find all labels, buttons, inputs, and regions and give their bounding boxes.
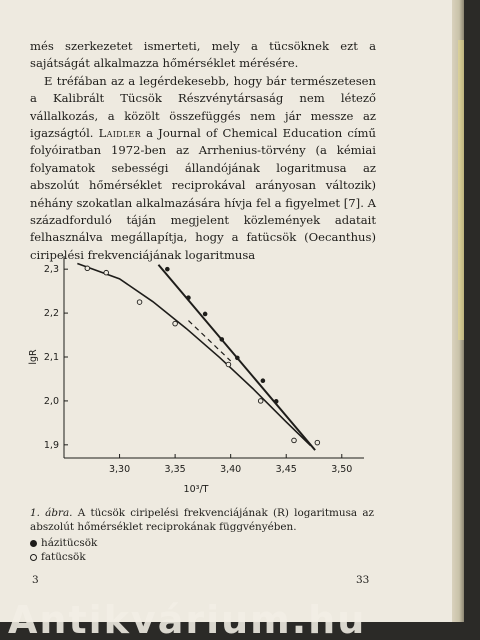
paragraph-1: més szerkezetet ismerteti, mely a tücsöknek ezt a sajátságát alkalmazza hőmérséklet mérésére. (30, 39, 376, 71)
author-name: Laidler (98, 126, 141, 141)
tree-cricket-point (173, 321, 178, 326)
open-circle-icon (30, 554, 37, 561)
x-tick-label: 3,40 (220, 464, 242, 475)
house-cricket-point (274, 399, 279, 404)
tree-cricket-point (85, 266, 90, 271)
paragraph-2: E tréfában az a legérdekesebb, hogy bár természetesen a Kalibrált Tücsök Részvénytársaság nem létező vállalkozás, a közölt összefüggés nem jár messze az igazságtól. Laidler a Journal of Chemical Education című folyóiratban 1972-ben az Arrhenius-törvény (a kémiai folyamatok sebességi állandójának logaritmusa az abszolút hőmérséklet reciprokával arányosan változik) néhány szokatlan alkalmazására hívja fel a figyelmet [7]. A századforduló táján megjelent közlemények adatait felhasználva megállapítja, hogy a fatücsök (Oecanthus) ciripelési frekvenciájának logaritmusa (30, 73, 376, 262)
tree-cricket-point (226, 362, 231, 367)
x-tick-label: 3,50 (331, 464, 353, 475)
y-tick-label: 2,2 (43, 308, 59, 320)
house-cricket-point (186, 295, 191, 300)
y-tick-label: 1,9 (43, 439, 59, 451)
y-tick-label: 2,3 (43, 264, 59, 276)
house-cricket-point (165, 267, 170, 272)
filled-circle-icon (30, 540, 37, 547)
page-number-right: 33 (356, 574, 370, 586)
watermark: Antikvárium.hu (8, 598, 367, 640)
figure-legend (30, 536, 97, 564)
x-axis-label: 10³/T (183, 484, 209, 495)
y-tick-label: 2,0 (43, 395, 59, 407)
tree-cricket-point (137, 300, 142, 305)
house-cricket-point (219, 337, 224, 342)
x-tick-label: 3,35 (164, 464, 186, 475)
tree-cricket-fit-curve (77, 263, 310, 445)
x-tick-label: 3,30 (108, 464, 131, 475)
house-cricket-point (261, 378, 266, 383)
y-axis-label: lgR (28, 349, 39, 365)
tree-cricket-point (258, 399, 263, 404)
legend-item-house-cricket: házitücsök (30, 536, 97, 550)
tree-cricket-point (104, 270, 109, 275)
figure-caption (30, 506, 374, 534)
tree-cricket-point (315, 440, 320, 445)
body-text (30, 38, 376, 264)
house-cricket-point (235, 356, 240, 361)
caption-label: 1. ábra. (30, 507, 73, 519)
y-tick-label: 2,1 (43, 352, 59, 363)
x-tick-label: 3,45 (275, 464, 297, 475)
caption-text: A tücsök ciripelési frekvenciájának (R) logaritmusa az abszolút hőmérséklet reciprokának függvényében. (30, 507, 374, 533)
tree-cricket-point (292, 438, 297, 443)
arrhenius-chart (14, 248, 374, 498)
page-number-left: 3 (32, 574, 39, 586)
house-cricket-point (203, 312, 208, 317)
paper-stain (458, 40, 464, 340)
legend-item-tree-cricket: fatücsök (30, 550, 97, 564)
